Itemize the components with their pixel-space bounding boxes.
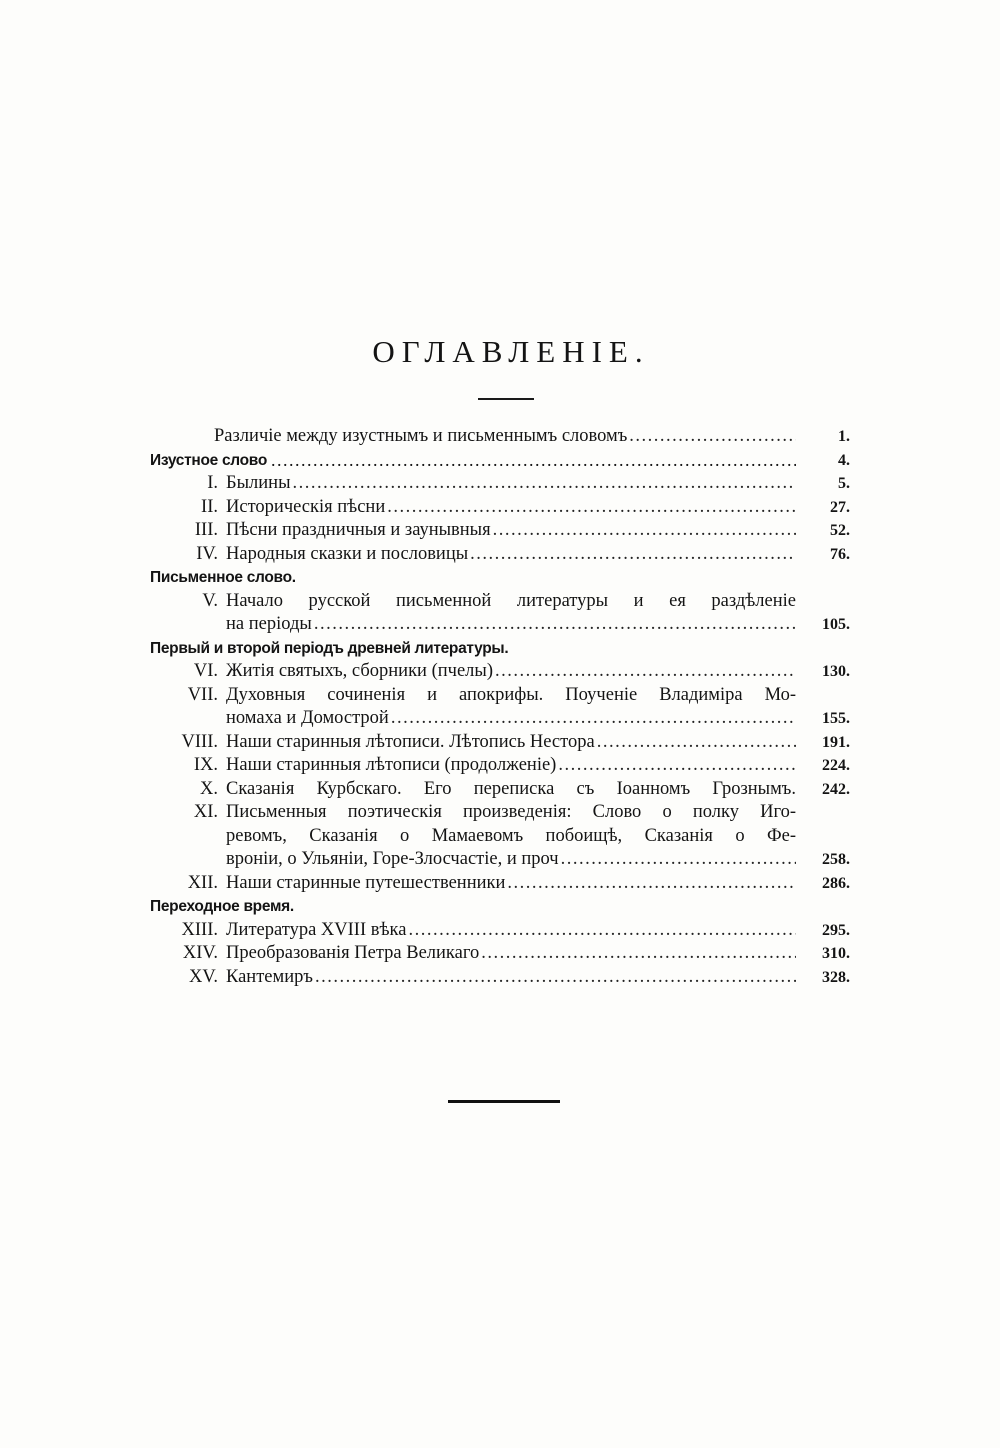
toc-entry-label: Различіе между изустнымъ и письменнымъ словомъ [214, 426, 628, 446]
dot-leader [481, 942, 796, 966]
toc-section-ancient-periods[interactable] [150, 637, 850, 661]
chapter-number: I. [207, 473, 218, 493]
toc-entry-ch1[interactable] [150, 472, 850, 496]
toc-entry-ch4[interactable] [150, 543, 850, 567]
toc-section-transition[interactable] [150, 895, 850, 919]
chapter-number: III. [194, 520, 218, 540]
toc-page-number: 310. [822, 945, 850, 962]
toc-section-label: Первый и второй періодъ древней литературы. [150, 639, 509, 657]
dot-leader [597, 731, 796, 755]
toc-entry-ch15[interactable] [150, 966, 850, 990]
chapter-number: V. [202, 590, 218, 611]
toc-entry-label: Житія святыхъ, сборники (пчелы) [226, 661, 493, 681]
toc-section-label: Переходное время. [150, 898, 294, 915]
toc-entry-ch2[interactable] [150, 496, 850, 520]
toc-entry-label: Духовныя сочиненія и апокрифы. Поученіе Владиміра Мо- [226, 684, 796, 705]
toc-page-number: 27. [830, 498, 850, 516]
toc-entry-label: Историческія пѣсни [226, 496, 386, 517]
toc-entry-label: вроніи, о Ульяніи, Горе-Злосчастіе, и проч [226, 849, 559, 869]
dot-leader [314, 613, 796, 637]
chapter-number: X. [200, 778, 218, 799]
toc-entry-ch8[interactable] [150, 731, 850, 755]
toc-entry-intro[interactable] [150, 425, 850, 449]
toc-entry-label: Наши старинныя лѣтописи (продолженіе) [226, 755, 557, 775]
toc-page-number: 328. [822, 968, 850, 986]
chapter-number: VI. [193, 661, 218, 681]
toc-entry-ch11-continued-2[interactable] [150, 848, 850, 872]
chapter-number: VII. [187, 684, 218, 705]
toc-entry-label: Кантемиръ [226, 966, 313, 987]
chapter-number: VIII. [181, 731, 218, 752]
dot-leader [493, 519, 796, 543]
toc-entry-label: Преобразованія Петра Великаго [226, 943, 480, 963]
toc-entry-ch14[interactable] [150, 942, 850, 966]
toc-page-number: 224. [822, 757, 850, 774]
toc-entry-label: Былины [226, 473, 291, 493]
table-of-contents [150, 423, 850, 989]
toc-section-oral-word[interactable] [150, 449, 850, 473]
chapter-number: XII. [187, 872, 218, 893]
dot-leader [293, 472, 796, 496]
toc-entry-ch5[interactable] [150, 590, 850, 614]
dot-leader [470, 543, 796, 567]
toc-entry-label: Литература XVIII вѣка [226, 919, 407, 940]
chapter-number: II. [201, 496, 218, 517]
dot-leader [315, 966, 796, 990]
toc-entry-label: номаха и Домострой [226, 708, 389, 728]
toc-entry-ch6[interactable] [150, 660, 850, 684]
dot-leader [387, 496, 796, 520]
dot-leader [561, 848, 796, 872]
toc-entry-ch9[interactable] [150, 754, 850, 778]
toc-entry-ch7[interactable] [150, 684, 850, 708]
toc-entry-ch12[interactable] [150, 872, 850, 896]
toc-page-number: 130. [822, 663, 850, 680]
dot-leader [391, 707, 796, 731]
toc-section-label: Письменное слово. [150, 569, 296, 586]
toc-entry-ch3[interactable] [150, 519, 850, 543]
toc-entry-label: на періоды [226, 614, 312, 634]
closing-rule [448, 1100, 560, 1103]
dot-leader [629, 425, 796, 449]
toc-entry-label: Наши старинные путешественники [226, 872, 506, 893]
toc-entry-label: Начало русской письменной литературы и ея раздѣленіе [226, 590, 796, 611]
toc-entry-ch7-continued[interactable] [150, 707, 850, 731]
toc-page-number: 155. [822, 710, 850, 727]
toc-page-number: 1. [838, 428, 850, 445]
dot-leader [271, 449, 796, 473]
dot-leader [558, 754, 796, 778]
toc-section-written-word[interactable] [150, 566, 850, 590]
toc-page-number: 242. [822, 780, 850, 798]
chapter-number: IX. [193, 755, 218, 775]
dot-leader [408, 919, 796, 943]
title-rule [478, 398, 534, 400]
toc-page-number: 105. [822, 616, 850, 633]
toc-entry-label: Письменныя поэтическія произведенія: Слово о полку Иго- [226, 802, 796, 822]
toc-entry-label: Наши старинныя лѣтописи. Лѣтопись Нестора [226, 731, 595, 752]
toc-entry-ch10[interactable] [150, 778, 850, 802]
dot-leader [507, 872, 796, 896]
toc-page-number: 295. [822, 921, 850, 939]
dot-leader [495, 660, 796, 684]
chapter-number: XV. [189, 966, 218, 987]
toc-page-number: 76. [830, 545, 850, 563]
page-title: ОГЛАВЛЕНІЕ. [372, 334, 650, 369]
chapter-number: XIII. [181, 919, 218, 940]
toc-entry-ch11[interactable] [150, 801, 850, 825]
toc-entry-ch11-continued[interactable] [150, 825, 850, 849]
toc-entry-label: ревомъ, Сказанія о Мамаевомъ побоищѣ, Сказанія о Фе- [226, 825, 796, 846]
chapter-number: XI. [193, 802, 218, 822]
toc-page-number: 286. [822, 874, 850, 892]
toc-page-number: 258. [822, 851, 850, 868]
toc-page-number: 52. [830, 522, 850, 539]
chapter-number: IV. [196, 543, 218, 564]
toc-entry-label: Сказанія Курбскаго. Его переписка съ Іоанномъ Грознымъ. [226, 778, 796, 799]
toc-page-number: 5. [838, 475, 850, 492]
toc-entry-ch13[interactable] [150, 919, 850, 943]
toc-page-number: 4. [838, 451, 850, 469]
toc-page-number: 191. [822, 733, 850, 751]
chapter-number: XIV. [182, 943, 218, 963]
toc-entry-ch5-continued[interactable] [150, 613, 850, 637]
toc-section-label: Изустное слово [150, 451, 267, 469]
toc-entry-label: Народныя сказки и пословицы [226, 543, 469, 564]
toc-entry-label: Пѣсни праздничныя и заунывныя [226, 520, 491, 540]
